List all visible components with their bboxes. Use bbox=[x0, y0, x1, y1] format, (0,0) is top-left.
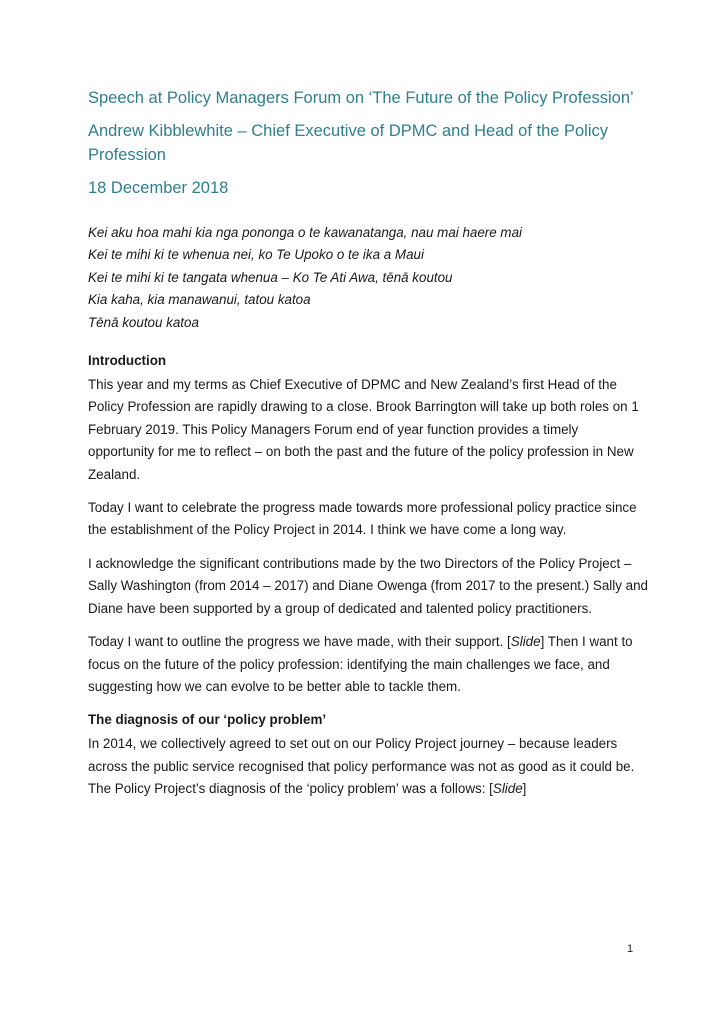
introduction-heading: Introduction bbox=[88, 353, 167, 369]
paragraph: This year and my terms as Chief Executive of DPMC and New Zealand’s first Head of the Policy Profession are rapidly drawing to a close. Brook Barrington will take up both roles on 1 February 2019. This Policy Managers Forum end of year function provides a timely opportunity for me to reflect – on both the past and the future of the policy profession in New Zealand. bbox=[88, 377, 639, 482]
paragraph-outline bbox=[88, 631, 648, 698]
text-run: Today I want to outline the progress we have made, with their support. [ bbox=[88, 634, 511, 650]
page-number: 1 bbox=[626, 943, 634, 955]
speaker-line: Andrew Kibblewhite – Chief Executive of DPMC and Head of the Policy Profession bbox=[88, 122, 609, 164]
paragraph: In 2014, we collectively agreed to set out on our Policy Project journey – because leaders across the public service recognised that policy performance was not as good as it could be. bbox=[88, 736, 635, 774]
mihi-line: Tēnā koutou katoa bbox=[88, 314, 199, 330]
document-page bbox=[88, 86, 648, 812]
slide-marker: Slide bbox=[492, 781, 523, 797]
speech-title: Speech at Policy Managers Forum on ‘The Future of the Policy Profession’ bbox=[88, 89, 634, 107]
mihi-line: Kei te mihi ki te tangata whenua – Ko Te Ati Awa, tēnā koutou bbox=[88, 269, 453, 285]
mihi-line: Kei aku hoa mahi kia nga pononga o te kawanatanga, nau mai haere mai bbox=[88, 225, 523, 240]
text-run: The Policy Project’s diagnosis of the ‘policy problem’ was a follows: [ bbox=[88, 781, 493, 797]
paragraph-slide-line bbox=[88, 778, 648, 800]
mihi-line: Kei te mihi ki te whenua nei, ko Te Upoko o te ika a Maui bbox=[88, 247, 424, 263]
speech-date: 18 December 2018 bbox=[88, 179, 229, 197]
mihi-greeting bbox=[88, 222, 648, 334]
paragraph: I acknowledge the significant contributions made by the two Directors of the Policy Project – Sally Washington (from 2014 – 2017) and Diane Owenga (from 2017 to the present.) Sally and Diane have been supported by a group of dedicated and talented policy practitioners. bbox=[88, 555, 648, 616]
slide-marker: Slide bbox=[510, 634, 541, 650]
mihi-line: Kia kaha, kia manawanui, tatou katoa bbox=[88, 292, 311, 308]
text-run: ] bbox=[522, 781, 527, 797]
text-run: ] Then I want to focus on the future of the policy profession: identifying the main challenges we face, and suggesting how we can evolve to be better able to tackle them. bbox=[88, 634, 633, 694]
paragraph: Today I want to celebrate the progress made towards more professional policy practice since the establishment of the Policy Project in 2014. I think we have come a long way. bbox=[88, 500, 637, 538]
diagnosis-heading: The diagnosis of our ‘policy problem’ bbox=[88, 712, 327, 728]
